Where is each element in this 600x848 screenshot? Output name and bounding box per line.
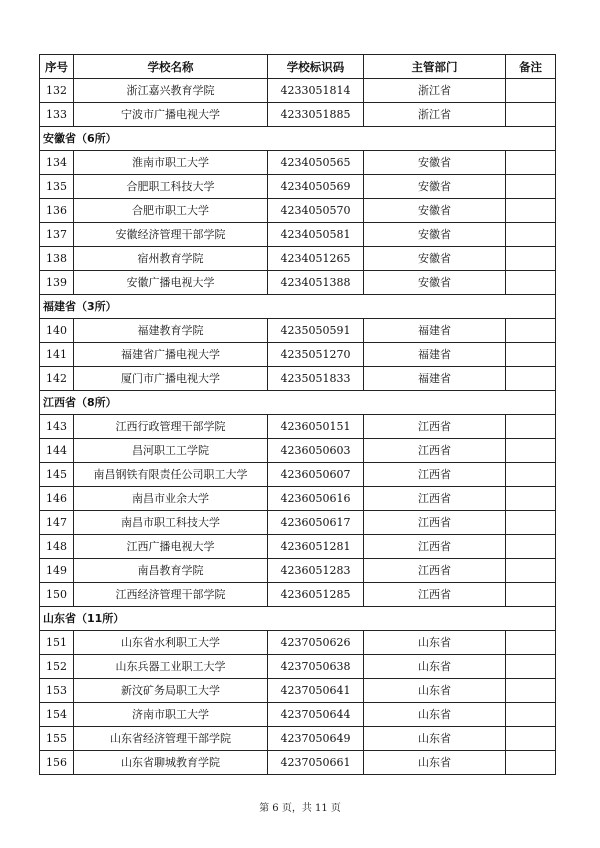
cell-school-name: 山东省水利职工大学 (74, 631, 268, 655)
table-row (40, 511, 556, 535)
header-serial: 序号 (40, 55, 74, 79)
cell-remarks (506, 463, 556, 487)
cell-department: 江西省 (364, 487, 506, 511)
cell-department: 江西省 (364, 415, 506, 439)
cell-department: 山东省 (364, 679, 506, 703)
cell-school-name: 南昌市职工科技大学 (74, 511, 268, 535)
cell-school-code: 4236050607 (268, 463, 364, 487)
table-row (40, 319, 556, 343)
cell-serial: 138 (40, 247, 74, 271)
cell-school-code: 4236051283 (268, 559, 364, 583)
cell-serial: 136 (40, 199, 74, 223)
cell-school-name: 山东兵器工业职工大学 (74, 655, 268, 679)
cell-serial: 155 (40, 727, 74, 751)
cell-school-name: 江西行政管理干部学院 (74, 415, 268, 439)
table-row (40, 223, 556, 247)
cell-remarks (506, 535, 556, 559)
cell-school-name: 昌河职工工学院 (74, 439, 268, 463)
cell-school-code: 4237050644 (268, 703, 364, 727)
cell-remarks (506, 247, 556, 271)
school-list-table (39, 54, 556, 775)
cell-school-code: 4235051270 (268, 343, 364, 367)
cell-school-name: 安徽广播电视大学 (74, 271, 268, 295)
cell-department: 安徽省 (364, 247, 506, 271)
cell-school-code: 4236050603 (268, 439, 364, 463)
section-row (40, 607, 556, 631)
cell-school-code: 4234050570 (268, 199, 364, 223)
cell-school-code: 4236050151 (268, 415, 364, 439)
cell-serial: 151 (40, 631, 74, 655)
cell-school-name: 厦门市广播电视大学 (74, 367, 268, 391)
table-row (40, 271, 556, 295)
cell-department: 安徽省 (364, 151, 506, 175)
cell-school-code: 4237050626 (268, 631, 364, 655)
cell-department: 山东省 (364, 631, 506, 655)
cell-department: 江西省 (364, 511, 506, 535)
cell-school-code: 4237050649 (268, 727, 364, 751)
table-row (40, 655, 556, 679)
cell-school-code: 4235050591 (268, 319, 364, 343)
cell-remarks (506, 631, 556, 655)
section-row (40, 295, 556, 319)
cell-serial: 139 (40, 271, 74, 295)
cell-remarks (506, 727, 556, 751)
cell-remarks (506, 199, 556, 223)
cell-serial: 142 (40, 367, 74, 391)
cell-school-name: 福建省广播电视大学 (74, 343, 268, 367)
cell-remarks (506, 679, 556, 703)
cell-serial: 140 (40, 319, 74, 343)
cell-serial: 135 (40, 175, 74, 199)
table-row (40, 535, 556, 559)
cell-serial: 150 (40, 583, 74, 607)
section-row (40, 391, 556, 415)
table-row (40, 559, 556, 583)
table-row (40, 727, 556, 751)
cell-school-name: 新汶矿务局职工大学 (74, 679, 268, 703)
cell-remarks (506, 703, 556, 727)
cell-remarks (506, 439, 556, 463)
cell-department: 福建省 (364, 367, 506, 391)
cell-remarks (506, 343, 556, 367)
table-row (40, 679, 556, 703)
table-row (40, 367, 556, 391)
cell-remarks (506, 511, 556, 535)
cell-school-name: 浙江嘉兴教育学院 (74, 79, 268, 103)
table-row (40, 343, 556, 367)
section-label: 安徽省（6所） (40, 127, 556, 151)
header-department: 主管部门 (364, 55, 506, 79)
cell-serial: 154 (40, 703, 74, 727)
cell-school-name: 福建教育学院 (74, 319, 268, 343)
cell-school-name: 淮南市职工大学 (74, 151, 268, 175)
cell-department: 山东省 (364, 751, 506, 775)
section-label: 山东省（11所） (40, 607, 556, 631)
cell-school-name: 南昌市业余大学 (74, 487, 268, 511)
cell-department: 浙江省 (364, 103, 506, 127)
cell-serial: 133 (40, 103, 74, 127)
cell-school-name: 济南市职工大学 (74, 703, 268, 727)
table-row (40, 463, 556, 487)
table-row (40, 199, 556, 223)
header-school-name: 学校名称 (74, 55, 268, 79)
cell-department: 安徽省 (364, 199, 506, 223)
cell-serial: 132 (40, 79, 74, 103)
cell-remarks (506, 223, 556, 247)
cell-school-code: 4237050641 (268, 679, 364, 703)
section-row (40, 127, 556, 151)
table-row (40, 487, 556, 511)
cell-school-name: 山东省经济管理干部学院 (74, 727, 268, 751)
header-school-code: 学校标识码 (268, 55, 364, 79)
cell-serial: 144 (40, 439, 74, 463)
cell-school-code: 4236051281 (268, 535, 364, 559)
cell-school-code: 4234050565 (268, 151, 364, 175)
cell-school-code: 4236050617 (268, 511, 364, 535)
section-label: 江西省（8所） (40, 391, 556, 415)
cell-school-name: 江西经济管理干部学院 (74, 583, 268, 607)
cell-remarks (506, 655, 556, 679)
cell-department: 安徽省 (364, 271, 506, 295)
cell-department: 山东省 (364, 655, 506, 679)
table-row (40, 79, 556, 103)
cell-school-name: 安徽经济管理干部学院 (74, 223, 268, 247)
cell-serial: 141 (40, 343, 74, 367)
cell-serial: 153 (40, 679, 74, 703)
cell-school-code: 4235051833 (268, 367, 364, 391)
cell-department: 山东省 (364, 703, 506, 727)
table-row (40, 631, 556, 655)
cell-remarks (506, 175, 556, 199)
cell-remarks (506, 751, 556, 775)
cell-serial: 145 (40, 463, 74, 487)
table-row (40, 103, 556, 127)
cell-school-code: 4237050638 (268, 655, 364, 679)
cell-serial: 146 (40, 487, 74, 511)
cell-department: 福建省 (364, 343, 506, 367)
cell-serial: 149 (40, 559, 74, 583)
cell-school-name: 南昌教育学院 (74, 559, 268, 583)
cell-school-name: 宁波市广播电视大学 (74, 103, 268, 127)
cell-remarks (506, 79, 556, 103)
cell-department: 江西省 (364, 535, 506, 559)
cell-department: 江西省 (364, 583, 506, 607)
page-footer: 第 6 页，共 11 页 (259, 803, 341, 814)
cell-school-name: 江西广播电视大学 (74, 535, 268, 559)
cell-remarks (506, 487, 556, 511)
cell-remarks (506, 367, 556, 391)
table-row (40, 751, 556, 775)
cell-school-name: 南昌钢铁有限责任公司职工大学 (74, 463, 268, 487)
cell-remarks (506, 583, 556, 607)
cell-school-name: 合肥市职工大学 (74, 199, 268, 223)
cell-school-code: 4234050569 (268, 175, 364, 199)
table-row (40, 151, 556, 175)
section-label: 福建省（3所） (40, 295, 556, 319)
cell-school-code: 4233051885 (268, 103, 364, 127)
cell-school-code: 4236051285 (268, 583, 364, 607)
table-row (40, 583, 556, 607)
table-body (40, 79, 556, 775)
cell-department: 浙江省 (364, 79, 506, 103)
cell-school-code: 4234051265 (268, 247, 364, 271)
cell-department: 江西省 (364, 439, 506, 463)
table-row (40, 439, 556, 463)
cell-serial: 156 (40, 751, 74, 775)
cell-remarks (506, 559, 556, 583)
cell-school-name: 宿州教育学院 (74, 247, 268, 271)
cell-school-code: 4237050661 (268, 751, 364, 775)
cell-serial: 148 (40, 535, 74, 559)
cell-serial: 147 (40, 511, 74, 535)
cell-school-code: 4236050616 (268, 487, 364, 511)
cell-department: 安徽省 (364, 175, 506, 199)
header-remarks: 备注 (506, 55, 556, 79)
table-row (40, 247, 556, 271)
cell-serial: 152 (40, 655, 74, 679)
table-row (40, 415, 556, 439)
cell-school-code: 4234050581 (268, 223, 364, 247)
cell-serial: 137 (40, 223, 74, 247)
cell-serial: 134 (40, 151, 74, 175)
cell-remarks (506, 151, 556, 175)
cell-remarks (506, 271, 556, 295)
cell-school-name: 合肥职工科技大学 (74, 175, 268, 199)
cell-serial: 143 (40, 415, 74, 439)
cell-department: 安徽省 (364, 223, 506, 247)
cell-school-code: 4233051814 (268, 79, 364, 103)
cell-department: 江西省 (364, 559, 506, 583)
table-row (40, 703, 556, 727)
cell-school-code: 4234051388 (268, 271, 364, 295)
cell-department: 福建省 (364, 319, 506, 343)
table-header-row (40, 55, 556, 79)
cell-remarks (506, 415, 556, 439)
cell-department: 江西省 (364, 463, 506, 487)
cell-remarks (506, 103, 556, 127)
cell-school-name: 山东省聊城教育学院 (74, 751, 268, 775)
cell-remarks (506, 319, 556, 343)
table-row (40, 175, 556, 199)
cell-department: 山东省 (364, 727, 506, 751)
